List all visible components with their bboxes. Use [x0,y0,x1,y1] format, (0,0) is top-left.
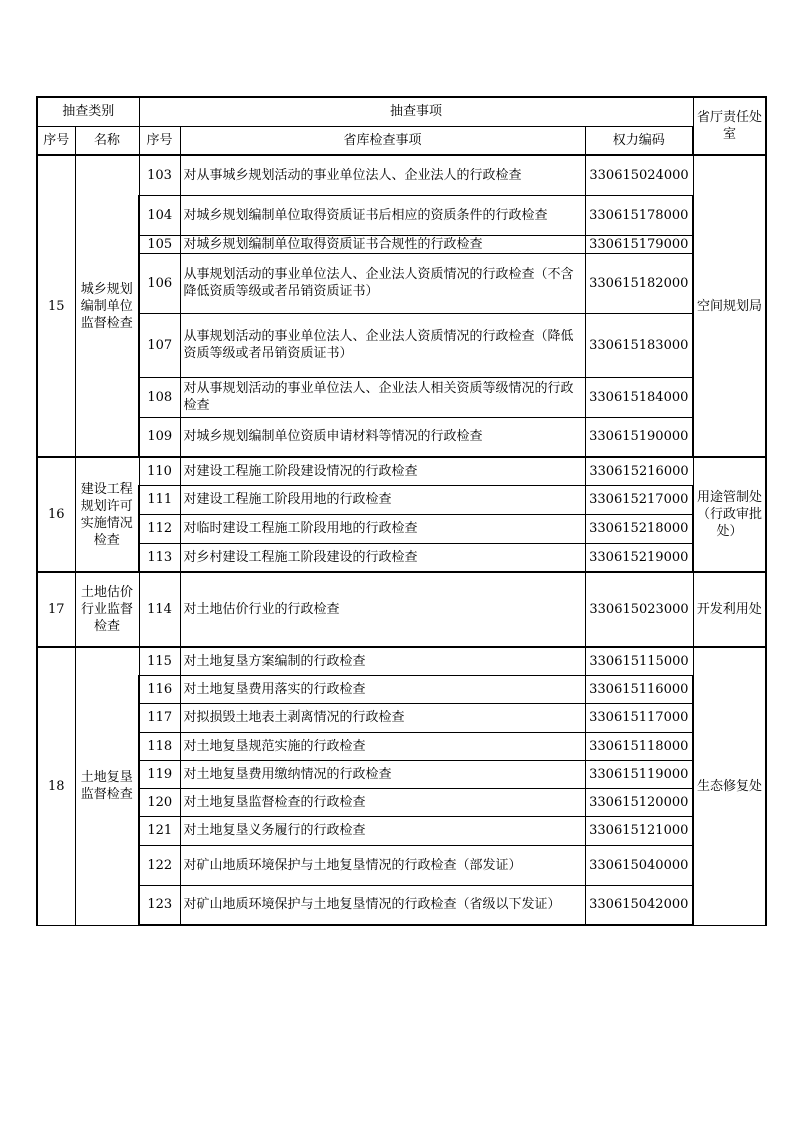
group-number: 18 [37,647,75,925]
item-desc: 对土地估价行业的行政检查 [180,572,585,647]
group-dept: 用途管制处（行政审批处） [693,457,766,572]
table-row [37,253,766,313]
item-code: 330615120000 [585,788,693,816]
table-row [37,760,766,788]
item-seq: 118 [139,732,180,760]
table-row [37,647,766,675]
item-seq: 112 [139,514,180,543]
item-desc: 对土地复垦义务履行的行政检查 [180,816,585,845]
item-desc: 对城乡规划编制单位资质申请材料等情况的行政检查 [180,417,585,457]
table-row [37,313,766,377]
item-desc: 对矿山地质环境保护与土地复垦情况的行政检查（省级以下发证） [180,885,585,925]
group-number: 15 [37,155,75,457]
item-desc: 从事规划活动的事业单位法人、企业法人资质情况的行政检查（不含降低资质等级或者吊销资质证书） [180,253,585,313]
item-seq: 104 [139,195,180,235]
group-name: 土地估价行业监督检查 [75,572,139,647]
item-code: 330615118000 [585,732,693,760]
header-item-seq: 序号 [139,126,180,155]
item-seq: 110 [139,457,180,485]
group-name: 建设工程规划许可实施情况检查 [75,457,139,572]
header-item-desc: 省库检查事项 [180,126,585,155]
item-seq: 120 [139,788,180,816]
item-desc: 对土地复垦费用缴纳情况的行政检查 [180,760,585,788]
item-code: 330615178000 [585,195,693,235]
item-code: 330615116000 [585,675,693,703]
item-code: 330615024000 [585,155,693,195]
table-row [37,417,766,457]
item-seq: 113 [139,543,180,572]
table-row [37,235,766,253]
item-desc: 对临时建设工程施工阶段用地的行政检查 [180,514,585,543]
group-number: 16 [37,457,75,572]
table-row [37,377,766,417]
item-seq: 114 [139,572,180,647]
group-number: 17 [37,572,75,647]
item-seq: 121 [139,816,180,845]
item-seq: 115 [139,647,180,675]
item-code: 330615042000 [585,885,693,925]
header-matters: 抽查事项 [139,97,693,126]
item-desc: 对拟损毁土地表土剥离情况的行政检查 [180,703,585,732]
item-desc: 对城乡规划编制单位取得资质证书后相应的资质条件的行政检查 [180,195,585,235]
inspection-items-table [36,96,767,926]
item-code: 330615183000 [585,313,693,377]
item-seq: 108 [139,377,180,417]
item-code: 330615115000 [585,647,693,675]
item-seq: 122 [139,845,180,885]
table-row [37,845,766,885]
group-dept: 开发利用处 [693,572,766,647]
item-code: 330615218000 [585,514,693,543]
item-seq: 123 [139,885,180,925]
group-name: 城乡规划编制单位监督检查 [75,155,139,457]
table-row [37,514,766,543]
item-seq: 117 [139,703,180,732]
item-seq: 111 [139,485,180,514]
item-desc: 对矿山地质环境保护与土地复垦情况的行政检查（部发证） [180,845,585,885]
table-row [37,816,766,845]
header-code: 权力编码 [585,126,693,155]
item-desc: 对建设工程施工阶段建设情况的行政检查 [180,457,585,485]
item-code: 330615119000 [585,760,693,788]
item-desc: 对建设工程施工阶段用地的行政检查 [180,485,585,514]
item-code: 330615023000 [585,572,693,647]
table-row [37,195,766,235]
item-code: 330615117000 [585,703,693,732]
table-row [37,543,766,572]
table-row [37,485,766,514]
item-seq: 105 [139,235,180,253]
item-seq: 106 [139,253,180,313]
header-seq: 序号 [37,126,75,155]
group-name: 土地复垦监督检查 [75,647,139,925]
header-category: 抽查类别 [37,97,139,126]
item-seq: 107 [139,313,180,377]
item-code: 330615216000 [585,457,693,485]
table-row [37,675,766,703]
item-desc: 对从事城乡规划活动的事业单位法人、企业法人的行政检查 [180,155,585,195]
table-row [37,457,766,485]
item-seq: 119 [139,760,180,788]
header-dept: 省厅责任处室 [693,97,766,155]
item-desc: 对土地复垦规范实施的行政检查 [180,732,585,760]
table-row [37,572,766,647]
item-desc: 对城乡规划编制单位取得资质证书合规性的行政检查 [180,235,585,253]
table-row [37,155,766,195]
item-seq: 103 [139,155,180,195]
item-code: 330615190000 [585,417,693,457]
table-row [37,788,766,816]
item-code: 330615217000 [585,485,693,514]
item-desc: 对土地复垦监督检查的行政检查 [180,788,585,816]
header-name: 名称 [75,126,139,155]
item-code: 330615179000 [585,235,693,253]
item-desc: 从事规划活动的事业单位法人、企业法人资质情况的行政检查（降低资质等级或者吊销资质证书） [180,313,585,377]
item-desc: 对土地复垦费用落实的行政检查 [180,675,585,703]
item-code: 330615219000 [585,543,693,572]
item-desc: 对土地复垦方案编制的行政检查 [180,647,585,675]
item-code: 330615121000 [585,816,693,845]
item-seq: 116 [139,675,180,703]
item-desc: 对乡村建设工程施工阶段建设的行政检查 [180,543,585,572]
group-dept: 空间规划局 [693,155,766,457]
item-code: 330615184000 [585,377,693,417]
table-row [37,885,766,925]
item-desc: 对从事规划活动的事业单位法人、企业法人相关资质等级情况的行政检查 [180,377,585,417]
table-row [37,703,766,732]
item-seq: 109 [139,417,180,457]
item-code: 330615040000 [585,845,693,885]
item-code: 330615182000 [585,253,693,313]
group-dept: 生态修复处 [693,647,766,925]
table-row [37,732,766,760]
